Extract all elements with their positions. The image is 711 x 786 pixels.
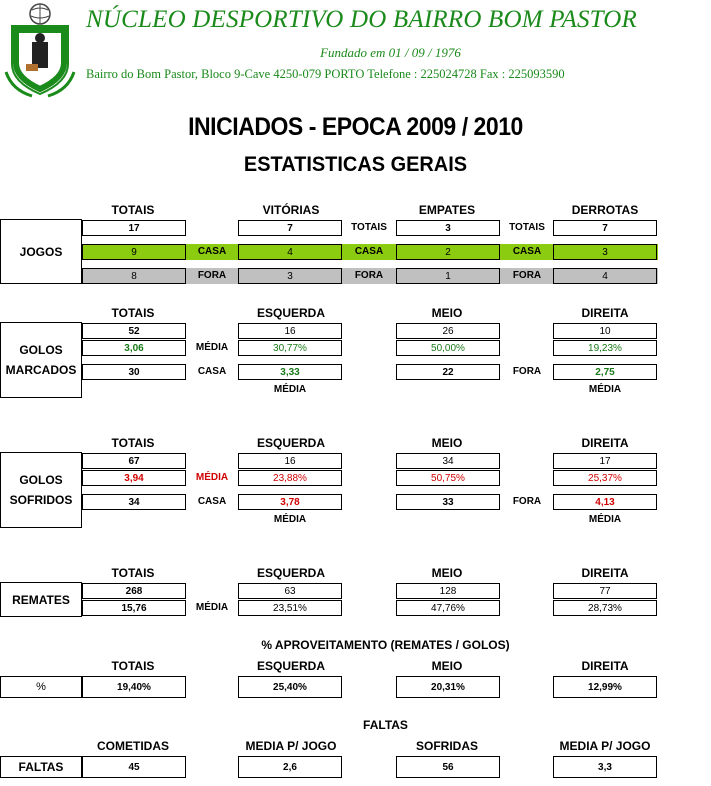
apr-header-direita: DIREITA bbox=[581, 659, 629, 673]
gs-header-esquerda: ESQUERDA bbox=[256, 436, 325, 450]
gm-meio-pct: 50,00% bbox=[396, 340, 500, 356]
gs-meio: 34 bbox=[396, 453, 500, 469]
jogos-fora-vitorias: 3 bbox=[238, 268, 342, 284]
apr-header-totais: TOTAIS bbox=[111, 659, 155, 673]
jogos-totais-label-1: TOTAIS bbox=[351, 222, 387, 233]
aproveitamento-title: % APROVEITAMENTO (REMATES / GOLOS) bbox=[261, 638, 510, 652]
apr-meio: 20,31% bbox=[396, 676, 500, 698]
gs-fora-media: 4,13 bbox=[553, 494, 657, 510]
club-name: NÚCLEO DESPORTIVO DO BAIRRO BOM PASTOR bbox=[86, 6, 638, 33]
jogos-vitorias: 7 bbox=[238, 220, 342, 236]
faltas-header-cometidas: COMETIDAS bbox=[97, 739, 169, 753]
jogos-fora-derrotas: 4 bbox=[553, 268, 657, 284]
rem-media: 15,76 bbox=[82, 600, 186, 616]
gs-casa-media: 3,78 bbox=[238, 494, 342, 510]
faltas-media1: 2,6 bbox=[238, 756, 342, 778]
jogos-casa-empates: 2 bbox=[396, 244, 500, 260]
gm-header-direita: DIREITA bbox=[581, 306, 629, 320]
jogos-empates: 3 bbox=[396, 220, 500, 236]
jogos-header-vitorias: VITÓRIAS bbox=[262, 203, 320, 217]
gs-fora: 33 bbox=[396, 494, 500, 510]
gm-meio: 26 bbox=[396, 323, 500, 339]
gm-direita: 10 bbox=[553, 323, 657, 339]
gs-header-meio: MEIO bbox=[431, 436, 463, 450]
rem-total: 268 bbox=[82, 583, 186, 599]
apr-total: 19,40% bbox=[82, 676, 186, 698]
jogos-casa-label-2: CASA bbox=[354, 246, 384, 257]
gm-casa: 30 bbox=[82, 364, 186, 380]
apr-direita: 12,99% bbox=[553, 676, 657, 698]
rem-row-label: REMATES bbox=[0, 582, 82, 617]
club-address: Bairro do Bom Pastor, Bloco 9-Cave 4250-079 PORTO Telefone : 225024728 Fax : 225093590 bbox=[86, 67, 565, 81]
page-subtitle: ESTATISTICAS GERAIS bbox=[243, 153, 468, 176]
gs-casa-media-caption: MÉDIA bbox=[273, 514, 307, 525]
gm-media-label: MÉDIA bbox=[195, 342, 229, 353]
rem-direita-pct: 28,73% bbox=[553, 600, 657, 616]
gs-header-totais: TOTAIS bbox=[111, 436, 155, 450]
jogos-totais-label-2: TOTAIS bbox=[509, 222, 545, 233]
gm-header-meio: MEIO bbox=[431, 306, 463, 320]
apr-header-esquerda: ESQUERDA bbox=[256, 659, 325, 673]
rem-esquerda-pct: 23,51% bbox=[238, 600, 342, 616]
gm-esquerda-pct: 30,77% bbox=[238, 340, 342, 356]
founded-date: Fundado em 01 / 09 / 1976 bbox=[320, 45, 461, 60]
rem-esquerda: 63 bbox=[238, 583, 342, 599]
jogos-header-totais: TOTAIS bbox=[111, 203, 155, 217]
rem-media-label: MÉDIA bbox=[195, 602, 229, 613]
rem-header-meio: MEIO bbox=[431, 566, 463, 580]
jogos-casa-label-3: CASA bbox=[512, 246, 542, 257]
gm-fora: 22 bbox=[396, 364, 500, 380]
faltas-header-media2: MEDIA P/ JOGO bbox=[559, 739, 651, 753]
gs-media-label: MÉDIA bbox=[195, 472, 229, 483]
jogos-casa-label-1: CASA bbox=[197, 246, 227, 257]
jogos-header-empates: EMPATES bbox=[418, 203, 476, 217]
faltas-sofridas: 56 bbox=[396, 756, 500, 778]
rem-header-direita: DIREITA bbox=[581, 566, 629, 580]
gs-direita: 17 bbox=[553, 453, 657, 469]
gs-meio-pct: 50,75% bbox=[396, 470, 500, 486]
gs-fora-media-caption: MÉDIA bbox=[588, 514, 622, 525]
apr-esquerda: 25,40% bbox=[238, 676, 342, 698]
gm-casa-media-caption: MÉDIA bbox=[273, 384, 307, 395]
rem-header-totais: TOTAIS bbox=[111, 566, 155, 580]
gs-header-direita: DIREITA bbox=[581, 436, 629, 450]
apr-header-meio: MEIO bbox=[431, 659, 463, 673]
faltas-header-sofridas: SOFRIDAS bbox=[415, 739, 478, 753]
gs-row-label: GOLOS SOFRIDOS bbox=[0, 452, 82, 528]
gs-casa: 34 bbox=[82, 494, 186, 510]
jogos-fora-total: 8 bbox=[82, 268, 186, 284]
apr-row-label: % bbox=[0, 676, 82, 698]
faltas-media2: 3,3 bbox=[553, 756, 657, 778]
jogos-total: 17 bbox=[82, 220, 186, 236]
gs-esquerda-pct: 23,88% bbox=[238, 470, 342, 486]
rem-meio: 128 bbox=[396, 583, 500, 599]
jogos-row-label: JOGOS bbox=[0, 219, 82, 284]
jogos-fora-empates: 1 bbox=[396, 268, 500, 284]
jogos-fora-label-3: FORA bbox=[512, 270, 542, 281]
gm-media: 3,06 bbox=[82, 340, 186, 356]
faltas-header-media1: MEDIA P/ JOGO bbox=[245, 739, 337, 753]
gs-total: 67 bbox=[82, 453, 186, 469]
jogos-derrotas: 7 bbox=[553, 220, 657, 236]
gm-fora-media-caption: MÉDIA bbox=[588, 384, 622, 395]
gs-media: 3,94 bbox=[82, 470, 186, 486]
gs-casa-label: CASA bbox=[197, 496, 227, 507]
gs-esquerda: 16 bbox=[238, 453, 342, 469]
gm-fora-media: 2,75 bbox=[553, 364, 657, 380]
jogos-casa-total: 9 bbox=[82, 244, 186, 260]
gs-fora-label: FORA bbox=[512, 496, 542, 507]
faltas-title: FALTAS bbox=[363, 718, 408, 732]
gm-header-esquerda: ESQUERDA bbox=[256, 306, 325, 320]
gm-casa-label: CASA bbox=[197, 366, 227, 377]
faltas-cometidas: 45 bbox=[82, 756, 186, 778]
gs-direita-pct: 25,37% bbox=[553, 470, 657, 486]
rem-header-esquerda: ESQUERDA bbox=[256, 566, 325, 580]
gm-fora-label: FORA bbox=[512, 366, 542, 377]
gm-header-totais: TOTAIS bbox=[111, 306, 155, 320]
jogos-casa-derrotas: 3 bbox=[553, 244, 657, 260]
gm-esquerda: 16 bbox=[238, 323, 342, 339]
rem-direita: 77 bbox=[553, 583, 657, 599]
gm-casa-media: 3,33 bbox=[238, 364, 342, 380]
page-title: INICIADOS - EPOCA 2009 / 2010 bbox=[188, 113, 523, 141]
jogos-fora-label-1: FORA bbox=[197, 270, 227, 281]
gm-total: 52 bbox=[82, 323, 186, 339]
gm-direita-pct: 19,23% bbox=[553, 340, 657, 356]
jogos-casa-vitorias: 4 bbox=[238, 244, 342, 260]
rem-meio-pct: 47,76% bbox=[396, 600, 500, 616]
jogos-fora-label-2: FORA bbox=[354, 270, 384, 281]
faltas-row-label: FALTAS bbox=[0, 756, 82, 778]
gm-row-label: GOLOS MARCADOS bbox=[0, 322, 82, 398]
jogos-header-derrotas: DERROTAS bbox=[571, 203, 639, 217]
